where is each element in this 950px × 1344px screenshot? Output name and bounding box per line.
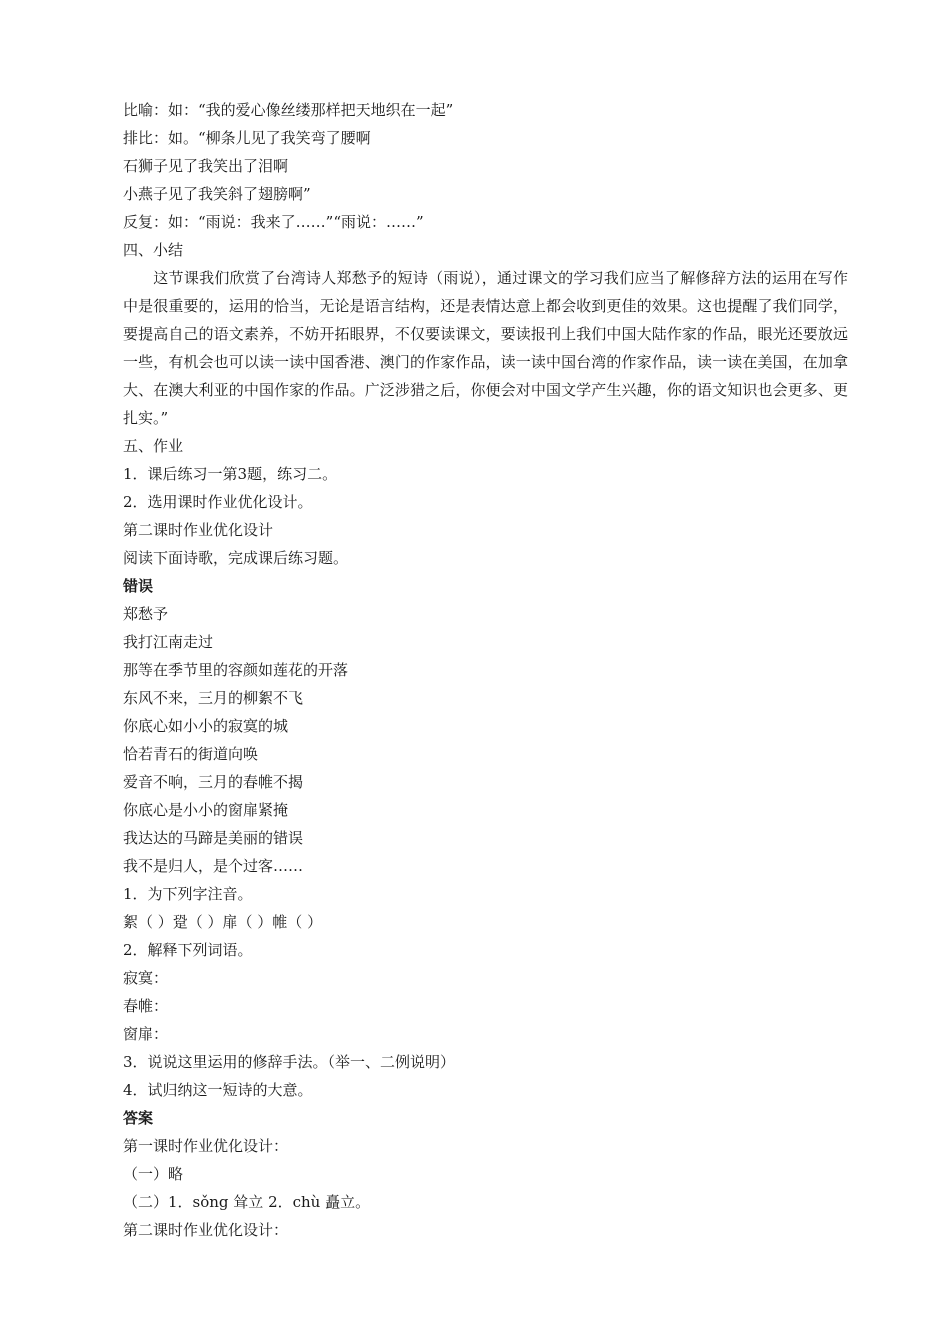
question-1: 1．为下列字注音。: [123, 885, 253, 903]
answer-title: 答案: [123, 1109, 154, 1127]
answer-line: （二）1．sǒng 耸立 2．chù 矗立。: [123, 1193, 371, 1211]
summary-paragraph: [123, 264, 848, 432]
poem-line: 那等在季节里的容颜如莲花的开落: [123, 661, 349, 679]
text-line-parallelism-3: 小燕子见了我笑斜了翅膀啊”: [123, 185, 311, 203]
text-line-parallelism-2: 石狮子见了我笑出了泪啊: [123, 157, 289, 175]
section-heading-homework: 五、作业: [123, 437, 184, 455]
text-line-metaphor: 比喻：如：“我的爱心像丝缕那样把天地织在一起”: [123, 101, 454, 119]
question-2: 2．解释下列词语。: [123, 941, 253, 959]
question-2-term: 春帷：: [123, 997, 169, 1015]
poem-line: 我打江南走过: [123, 633, 214, 651]
homework-item-1: 1．课后练习一第3题，练习二。: [123, 465, 338, 483]
homework-subheading: 第二课时作业优化设计: [123, 521, 274, 539]
question-1-blanks: 絮（ ）跫（ ）扉（ ）帷（ ）: [123, 913, 323, 931]
poem-line: 我达达的马蹄是美丽的错误: [123, 829, 304, 847]
poem-line: 恰若青石的街道向唤: [123, 745, 259, 763]
text-line-repetition: 反复：如：“雨说：我来了……”“雨说：……”: [123, 213, 424, 231]
question-2-term: 寂寞：: [123, 969, 169, 987]
poem-line: 东风不来，三月的柳絮不飞: [123, 689, 304, 707]
question-4: 4．试归纳这一短诗的大意。: [123, 1081, 313, 1099]
poem-line: 你底心是小小的窗扉紧掩: [123, 801, 289, 819]
document-body: [123, 96, 848, 1244]
poem-line: 爱音不响，三月的春帷不揭: [123, 773, 304, 791]
poem-line: 我不是归人，是个过客……: [123, 857, 304, 875]
section-heading-summary: 四、小结: [123, 241, 184, 259]
poem-title: 错误: [123, 577, 154, 595]
answer-line: 第一课时作业优化设计：: [123, 1137, 289, 1155]
answer-line: 第二课时作业优化设计：: [123, 1221, 289, 1239]
summary-text: 这节课我们欣赏了台湾诗人郑愁予的短诗（雨说），通过课文的学习我们应当了解修辞方法的运用在写作中是很重要的，运用的恰当，无论是语言结构，还是表情达意上都会收到更佳的效果。这也提醒了我们同学，要提高自己的语文素养，不妨开拓眼界，不仅要读课文，要读报刊上我们中国大陆作家的作品，眼光还要放远一些，有机会也可以读一读中国香港、澳门的作家作品，读一读中国台湾的作家作品，读一读在美国，在加拿大、在澳大利亚的中国作家的作品。广泛涉猎之后，你便会对中国文学产生兴趣，你的语文知识也会更多、更扎实。”: [123, 269, 848, 427]
homework-instruction: 阅读下面诗歌，完成课后练习题。: [123, 549, 349, 567]
question-2-term: 窗扉：: [123, 1025, 169, 1043]
question-3: 3．说说这里运用的修辞手法。（举一、二例说明）: [123, 1053, 456, 1071]
answer-line: （一）略: [123, 1165, 184, 1183]
text-line-parallelism: 排比：如。“柳条儿见了我笑弯了腰啊: [123, 129, 371, 147]
poem-author: 郑愁予: [123, 605, 169, 623]
homework-item-2: 2．选用课时作业优化设计。: [123, 493, 313, 511]
poem-line: 你底心如小小的寂寞的城: [123, 717, 289, 735]
